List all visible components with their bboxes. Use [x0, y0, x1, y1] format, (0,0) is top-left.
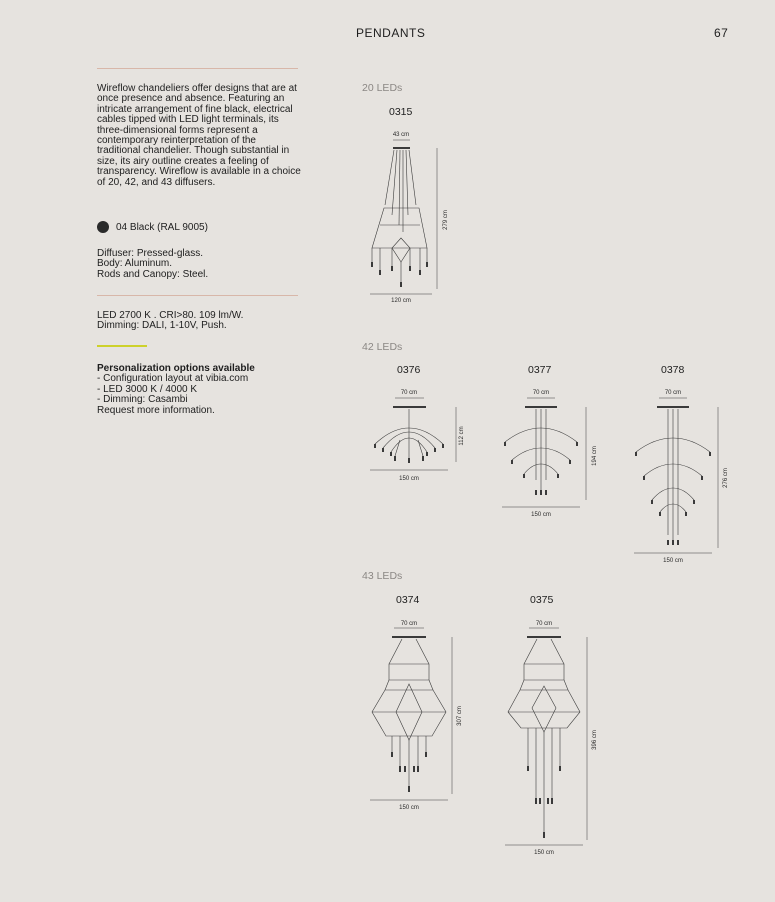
model-code-0374: 0374 [396, 594, 420, 606]
group-label-43: 43 LEDs [362, 570, 403, 582]
drawing-0375 [505, 628, 587, 845]
spec-dimming: Dimming: DALI, 1-10V, Push. [97, 320, 227, 332]
personalization-line: - Dimming: Casambi [97, 394, 188, 406]
personalization-line: - LED 3000 K / 4000 K [97, 383, 198, 395]
dim-0374-top: 70 cm [400, 621, 418, 627]
section-title: PENDANTS [356, 26, 426, 40]
drawing-0376 [370, 398, 456, 470]
dim-0315-top: 43 cm [392, 132, 410, 138]
model-code-0378: 0378 [661, 364, 685, 376]
dim-0377-bottom: 150 cm [531, 512, 551, 518]
dim-0378-top: 70 cm [664, 390, 682, 396]
drawing-0374 [370, 628, 452, 800]
drawing-0377 [502, 398, 586, 507]
dim-0378-bottom: 150 cm [663, 558, 683, 564]
dim-0377-top: 70 cm [532, 390, 550, 396]
dim-0377-height: 194 cm [592, 446, 598, 466]
dim-0315-height: 279 cm [443, 210, 449, 230]
dim-0375-bottom: 150 cm [534, 850, 554, 856]
dim-0376-bottom: 150 cm [399, 476, 419, 482]
drawing-0315 [370, 140, 437, 294]
personalization-line: - Configuration layout at vibia.com [97, 373, 249, 385]
dim-0375-height: 396 cm [592, 730, 598, 750]
dim-0376-top: 70 cm [400, 390, 418, 396]
dim-0315-bottom: 120 cm [391, 298, 411, 304]
dim-0374-height: 307 cm [457, 706, 463, 726]
spec-led: LED 2700 K . CRI>80. 109 lm/W. [97, 310, 244, 321]
product-description: Wireflow chandeliers offer designs that are at once presence and absence. Featuring an intricate arrangement of fine black, electrical cables tipped with LED light terminals, its three-dimensional forms represent a contemporary reinterpretation of the traditional chandelier. Though substantial in size, its airy outline creates a feeling of transparency. Wireflow is available in a choice of 20, 42, and 43 diffusers. [97, 83, 301, 188]
model-code-0315: 0315 [389, 106, 413, 118]
drawing-0378 [634, 398, 718, 553]
material-rods: Rods and Canopy: Steel. [97, 268, 209, 280]
page-number: 67 [714, 26, 729, 40]
model-code-0377: 0377 [528, 364, 552, 376]
dim-0378-height: 276 cm [723, 468, 729, 488]
dim-0375-top: 70 cm [535, 621, 553, 627]
model-code-0375: 0375 [530, 594, 554, 606]
group-label-42: 42 LEDs [362, 341, 403, 353]
model-code-0376: 0376 [397, 364, 421, 376]
material-diffuser: Diffuser: Pressed-glass. [97, 248, 203, 259]
personalization-title: Personalization options available [97, 363, 255, 374]
dim-0374-bottom: 150 cm [399, 805, 419, 811]
material-body: Body: Aluminum. [97, 258, 173, 270]
dim-0376-height: 112 cm [459, 426, 465, 446]
personalization-line: Request more information. [97, 404, 215, 416]
finish-label: 04 Black (RAL 9005) [116, 222, 208, 233]
group-label-20: 20 LEDs [362, 82, 403, 94]
